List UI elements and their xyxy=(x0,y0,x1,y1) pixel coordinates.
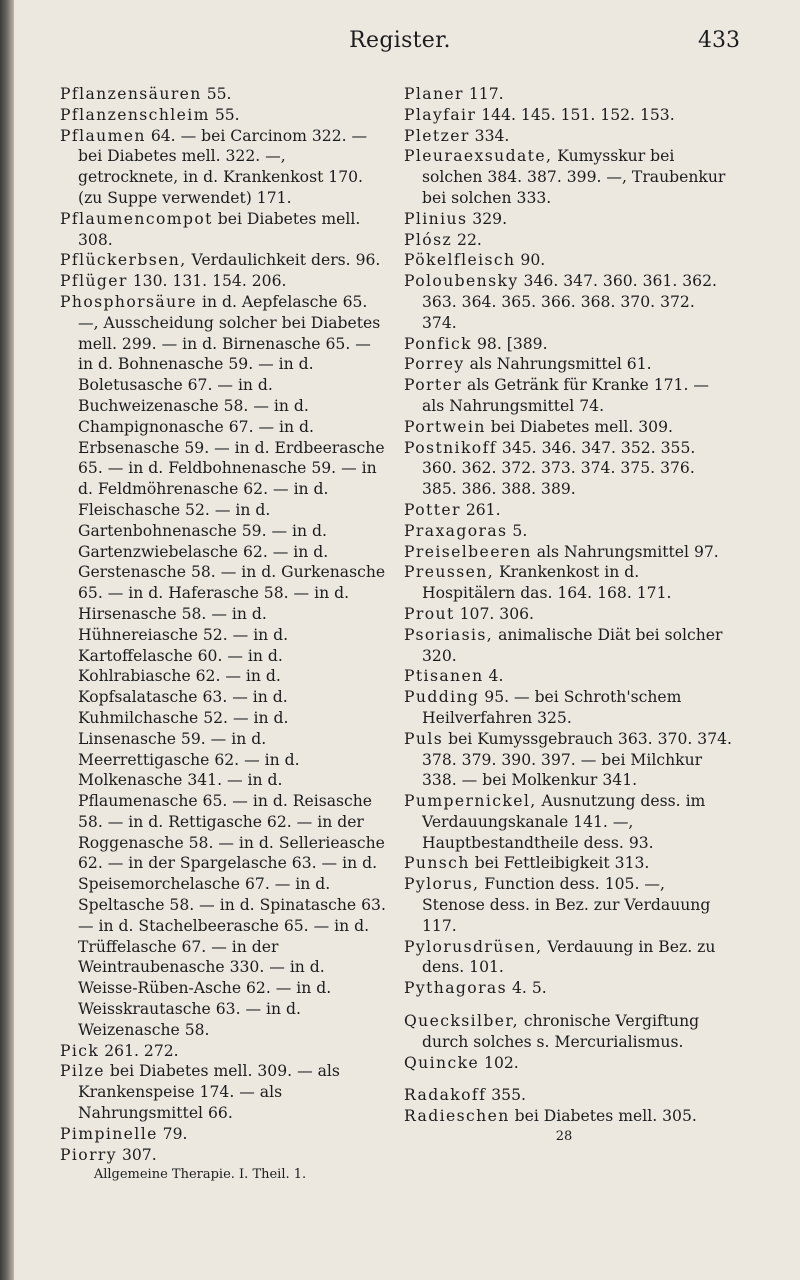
index-headword: Prout xyxy=(404,604,455,623)
index-column-left xyxy=(60,84,388,1185)
index-entry xyxy=(60,1061,388,1123)
index-entry xyxy=(404,417,732,438)
index-references: 355. xyxy=(486,1086,526,1105)
running-head: Register. xyxy=(349,28,451,53)
index-headword: Pythagoras xyxy=(404,979,508,998)
index-entry xyxy=(404,521,732,542)
index-references: bei Diabetes mell. 309. — als Krankenspeise 174. — als Nahrungsmittel 66. xyxy=(78,1062,340,1123)
index-references: bei Diabetes mell. 309. xyxy=(485,417,673,436)
index-references: 90. xyxy=(515,251,546,270)
index-headword: Pflanzensäuren xyxy=(60,85,202,103)
index-entry xyxy=(60,1145,388,1166)
index-references: 307. xyxy=(117,1145,157,1164)
index-headword: Quincke xyxy=(404,1053,480,1072)
index-entry xyxy=(404,853,732,874)
index-headword: Preussen, xyxy=(404,563,495,582)
index-entry xyxy=(60,1124,388,1145)
index-references: als Nahrungsmittel 61. xyxy=(464,355,652,374)
index-entry xyxy=(404,1106,732,1127)
index-headword: Pylorusdrüsen, xyxy=(404,937,543,956)
index-entry xyxy=(404,105,732,126)
index-entry xyxy=(60,271,388,292)
index-headword: Piorry xyxy=(60,1145,117,1164)
index-entry xyxy=(404,84,732,105)
index-references: Kumysskur bei solchen 384. 387. 399. —, Traubenkur bei solchen 333. xyxy=(422,147,726,207)
index-references: 261. 272. xyxy=(99,1041,179,1060)
index-references: 55. xyxy=(201,85,232,103)
index-headword: Pflüger xyxy=(60,272,128,291)
index-entry xyxy=(60,126,388,209)
index-references: 130. 131. 154. 206. xyxy=(127,272,287,291)
index-entry xyxy=(404,687,732,729)
index-entry xyxy=(404,791,732,853)
index-headword: Pleuraexsudate, xyxy=(404,147,553,166)
index-references: 64. — bei Carcinom 322. — bei Diabetes mell. 322. —, getrocknete, in d. Krankenkost 170. (zu Suppe verwendet) 171. xyxy=(78,126,368,207)
index-headword: Porter xyxy=(404,376,463,395)
page-number: 433 xyxy=(698,28,740,53)
index-references: Ausnutzung dess. im Verdauungskanale 141. —, Hauptbestandtheile dess. 93. xyxy=(422,792,706,852)
index-headword: Plinius xyxy=(404,209,468,228)
index-references: Krankenkost in d. Hospitälern das. 164. 168. 171. xyxy=(422,563,672,603)
index-references: 346. 347. 360. 361. 362. 363. 364. 365. 366. 368. 370. 372. 374. xyxy=(422,272,717,332)
index-column-right xyxy=(404,84,732,1147)
index-references: bei Diabetes mell. 308. xyxy=(78,209,361,249)
index-references: 261. xyxy=(460,500,501,519)
index-references: als Nahrungsmittel 97. xyxy=(531,542,719,561)
index-headword: Postnikoff xyxy=(404,438,497,457)
index-references: 22. xyxy=(452,230,482,249)
index-headword: Playfair xyxy=(404,105,477,124)
index-references: bei Fettleibigkeit 313. xyxy=(469,854,650,873)
index-headword: Pflaumencompot xyxy=(60,209,213,228)
index-references: 4. 5. xyxy=(507,979,547,998)
index-references: als Getränk für Kranke 171. — als Nahrungsmittel 74. xyxy=(422,376,709,415)
index-entry xyxy=(60,209,388,251)
index-entry xyxy=(60,292,388,1041)
index-references: bei Kumyssgebrauch 363. 370. 374. 378. 379. 390. 397. — bei Milchkur 338. — bei Molkenkur 341. xyxy=(422,729,732,790)
index-entry xyxy=(404,500,732,521)
index-entry xyxy=(404,562,732,604)
index-entry xyxy=(404,375,732,417)
index-references: 4. xyxy=(483,667,504,686)
printer-signature: Allgemeine Therapie. I. Theil. 1. xyxy=(93,1167,307,1183)
index-headword: Praxagoras xyxy=(404,521,508,540)
index-headword: Poloubensky xyxy=(404,272,519,291)
index-entry xyxy=(404,1011,732,1053)
index-entry xyxy=(404,1085,732,1106)
index-headword: Porrey xyxy=(404,355,465,374)
index-headword: Pflaumen xyxy=(60,126,146,145)
index-headword: Pilze xyxy=(60,1062,105,1081)
index-entry xyxy=(404,354,732,375)
index-headword: Preiselbeeren xyxy=(404,542,532,561)
index-headword: Pylorus, xyxy=(404,875,480,894)
index-references: 5. xyxy=(507,521,528,540)
binding-shadow xyxy=(0,0,14,1280)
index-entry xyxy=(404,542,732,563)
index-headword: Pimpinelle xyxy=(60,1124,158,1143)
index-references: animalische Diät bei solcher 320. xyxy=(422,625,723,665)
page-header xyxy=(60,28,740,68)
index-headword: Pflanzenschleim xyxy=(60,105,210,124)
index-entry xyxy=(404,874,732,936)
index-entry xyxy=(60,250,388,271)
index-entry xyxy=(404,250,732,271)
index-entry xyxy=(404,604,732,625)
index-entry xyxy=(404,666,732,687)
index-references: 102. xyxy=(479,1053,519,1072)
index-references: bei Diabetes mell. 305. xyxy=(509,1107,697,1126)
index-entry xyxy=(404,729,732,791)
index-headword: Radieschen xyxy=(404,1107,510,1126)
index-headword: Puls xyxy=(404,729,444,748)
index-headword: Pick xyxy=(60,1041,100,1060)
index-headword: Psoriasis, xyxy=(404,625,494,644)
index-references: Function dess. 105. —, Stenose dess. in Bez. zur Verdauung 117. xyxy=(422,875,711,935)
index-references: 329. xyxy=(467,209,508,228)
index-headword: Planer xyxy=(404,85,464,103)
index-headword: Phosphorsäure xyxy=(60,292,198,311)
sheet-number: 28 xyxy=(555,1129,573,1145)
index-entry xyxy=(404,230,732,251)
index-headword: Pudding xyxy=(404,688,480,707)
index-references: 55. xyxy=(209,105,240,124)
index-references: 345. 346. 347. 352. 355. 360. 362. 372. 373. 374. 375. 376. 385. 386. 388. 389. xyxy=(422,438,696,499)
index-entry xyxy=(60,105,388,126)
index-entry xyxy=(404,937,732,979)
index-entry xyxy=(404,978,732,999)
index-entry xyxy=(404,1053,732,1074)
index-entry xyxy=(60,84,388,105)
index-entry xyxy=(404,334,732,355)
index-references: 79. xyxy=(157,1124,188,1143)
index-entry xyxy=(404,209,732,230)
index-references: Verdaulichkeit ders. 96. xyxy=(186,251,381,270)
index-headword: Pflückerbsen, xyxy=(60,251,187,270)
index-headword: Pökelfleisch xyxy=(404,251,516,270)
index-references: 95. — bei Schroth'schem Heilverfahren 325. xyxy=(422,688,682,727)
index-references: chronische Vergiftung durch solches s. Mercurialismus. xyxy=(422,1012,700,1051)
index-headword: Ponfick xyxy=(404,334,473,353)
index-references: 144. 145. 151. 152. 153. xyxy=(476,105,675,124)
index-references: 107. 306. xyxy=(454,604,535,623)
index-headword: Pletzer xyxy=(404,126,470,145)
index-references: 98. [389. xyxy=(472,334,548,353)
index-entry xyxy=(60,1041,388,1062)
index-references: 334. xyxy=(469,126,510,145)
index-headword: Pumpernickel, xyxy=(404,792,537,811)
index-entry xyxy=(404,146,732,208)
index-references: in d. Aepfelasche 65. —, Ausscheidung solcher bei Diabetes mell. 299. — in d. Birnenasche 65. — in d. Bohnenasche 59. — in d. Boletusasche 67. — in d. Buchweizenasche 58. — in d. Champignonasche 67. — in d. Erbsenasche 59. — in d. Erdbeerasche 65. — in d. Feldbohnenasche 59. — in d. Feldmöhrenasche 62. — in d. Fleischasche 52. — in d. Gartenbohnenasche 59. — in d. Gartenzwiebelasche 62. — in d. Gerstenasche 58. — in d. Gurkenasche 65. — in d. Haferasche 58. — in d. Hirsenasche 58. — in d. Hühnereiasche 52. — in d. Kartoffelasche 60. — in d. Kohlrabiasche 62. — in d. Kopfsalatasche 63. — in d. Kuhmilchasche 52. — in d. Linsenasche 59. — in d. Meerrettigasche 62. — in d. Molkenasche 341. — in d. Pflaumenasche 65. — in d. Reisasche 58. — in d. Rettigasche 62. — in der Roggenasche 58. — in d. Sellerieasche 62. — in der Spargelasche 63. — in d. Speisemorchelasche 67. — in d. Speltasche 58. — in d. Spinatasche 63. — in d. Stachelbeerasche 65. — in d. Trüffelasche 67. — in der Weintraubenasche 330. — in d. Weisse-Rüben-Asche 62. — in d. Weisskrautasche 63. — in d. Weizenasche 58. xyxy=(78,292,386,1039)
index-entry xyxy=(404,625,732,667)
index-references: 117. xyxy=(463,85,504,103)
index-entry xyxy=(404,271,732,333)
index-headword: Quecksilber, xyxy=(404,1012,519,1031)
index-headword: Punsch xyxy=(404,854,470,873)
index-headword: Ptisanen xyxy=(404,667,484,686)
index-headword: Plósz xyxy=(404,230,453,249)
index-headword: Potter xyxy=(404,500,461,519)
index-entry xyxy=(404,126,732,147)
index-entry xyxy=(404,438,732,500)
index-headword: Portwein xyxy=(404,417,486,436)
index-headword: Radakoff xyxy=(404,1086,487,1105)
index-references: Verdauung in Bez. zu dens. 101. xyxy=(422,937,716,977)
